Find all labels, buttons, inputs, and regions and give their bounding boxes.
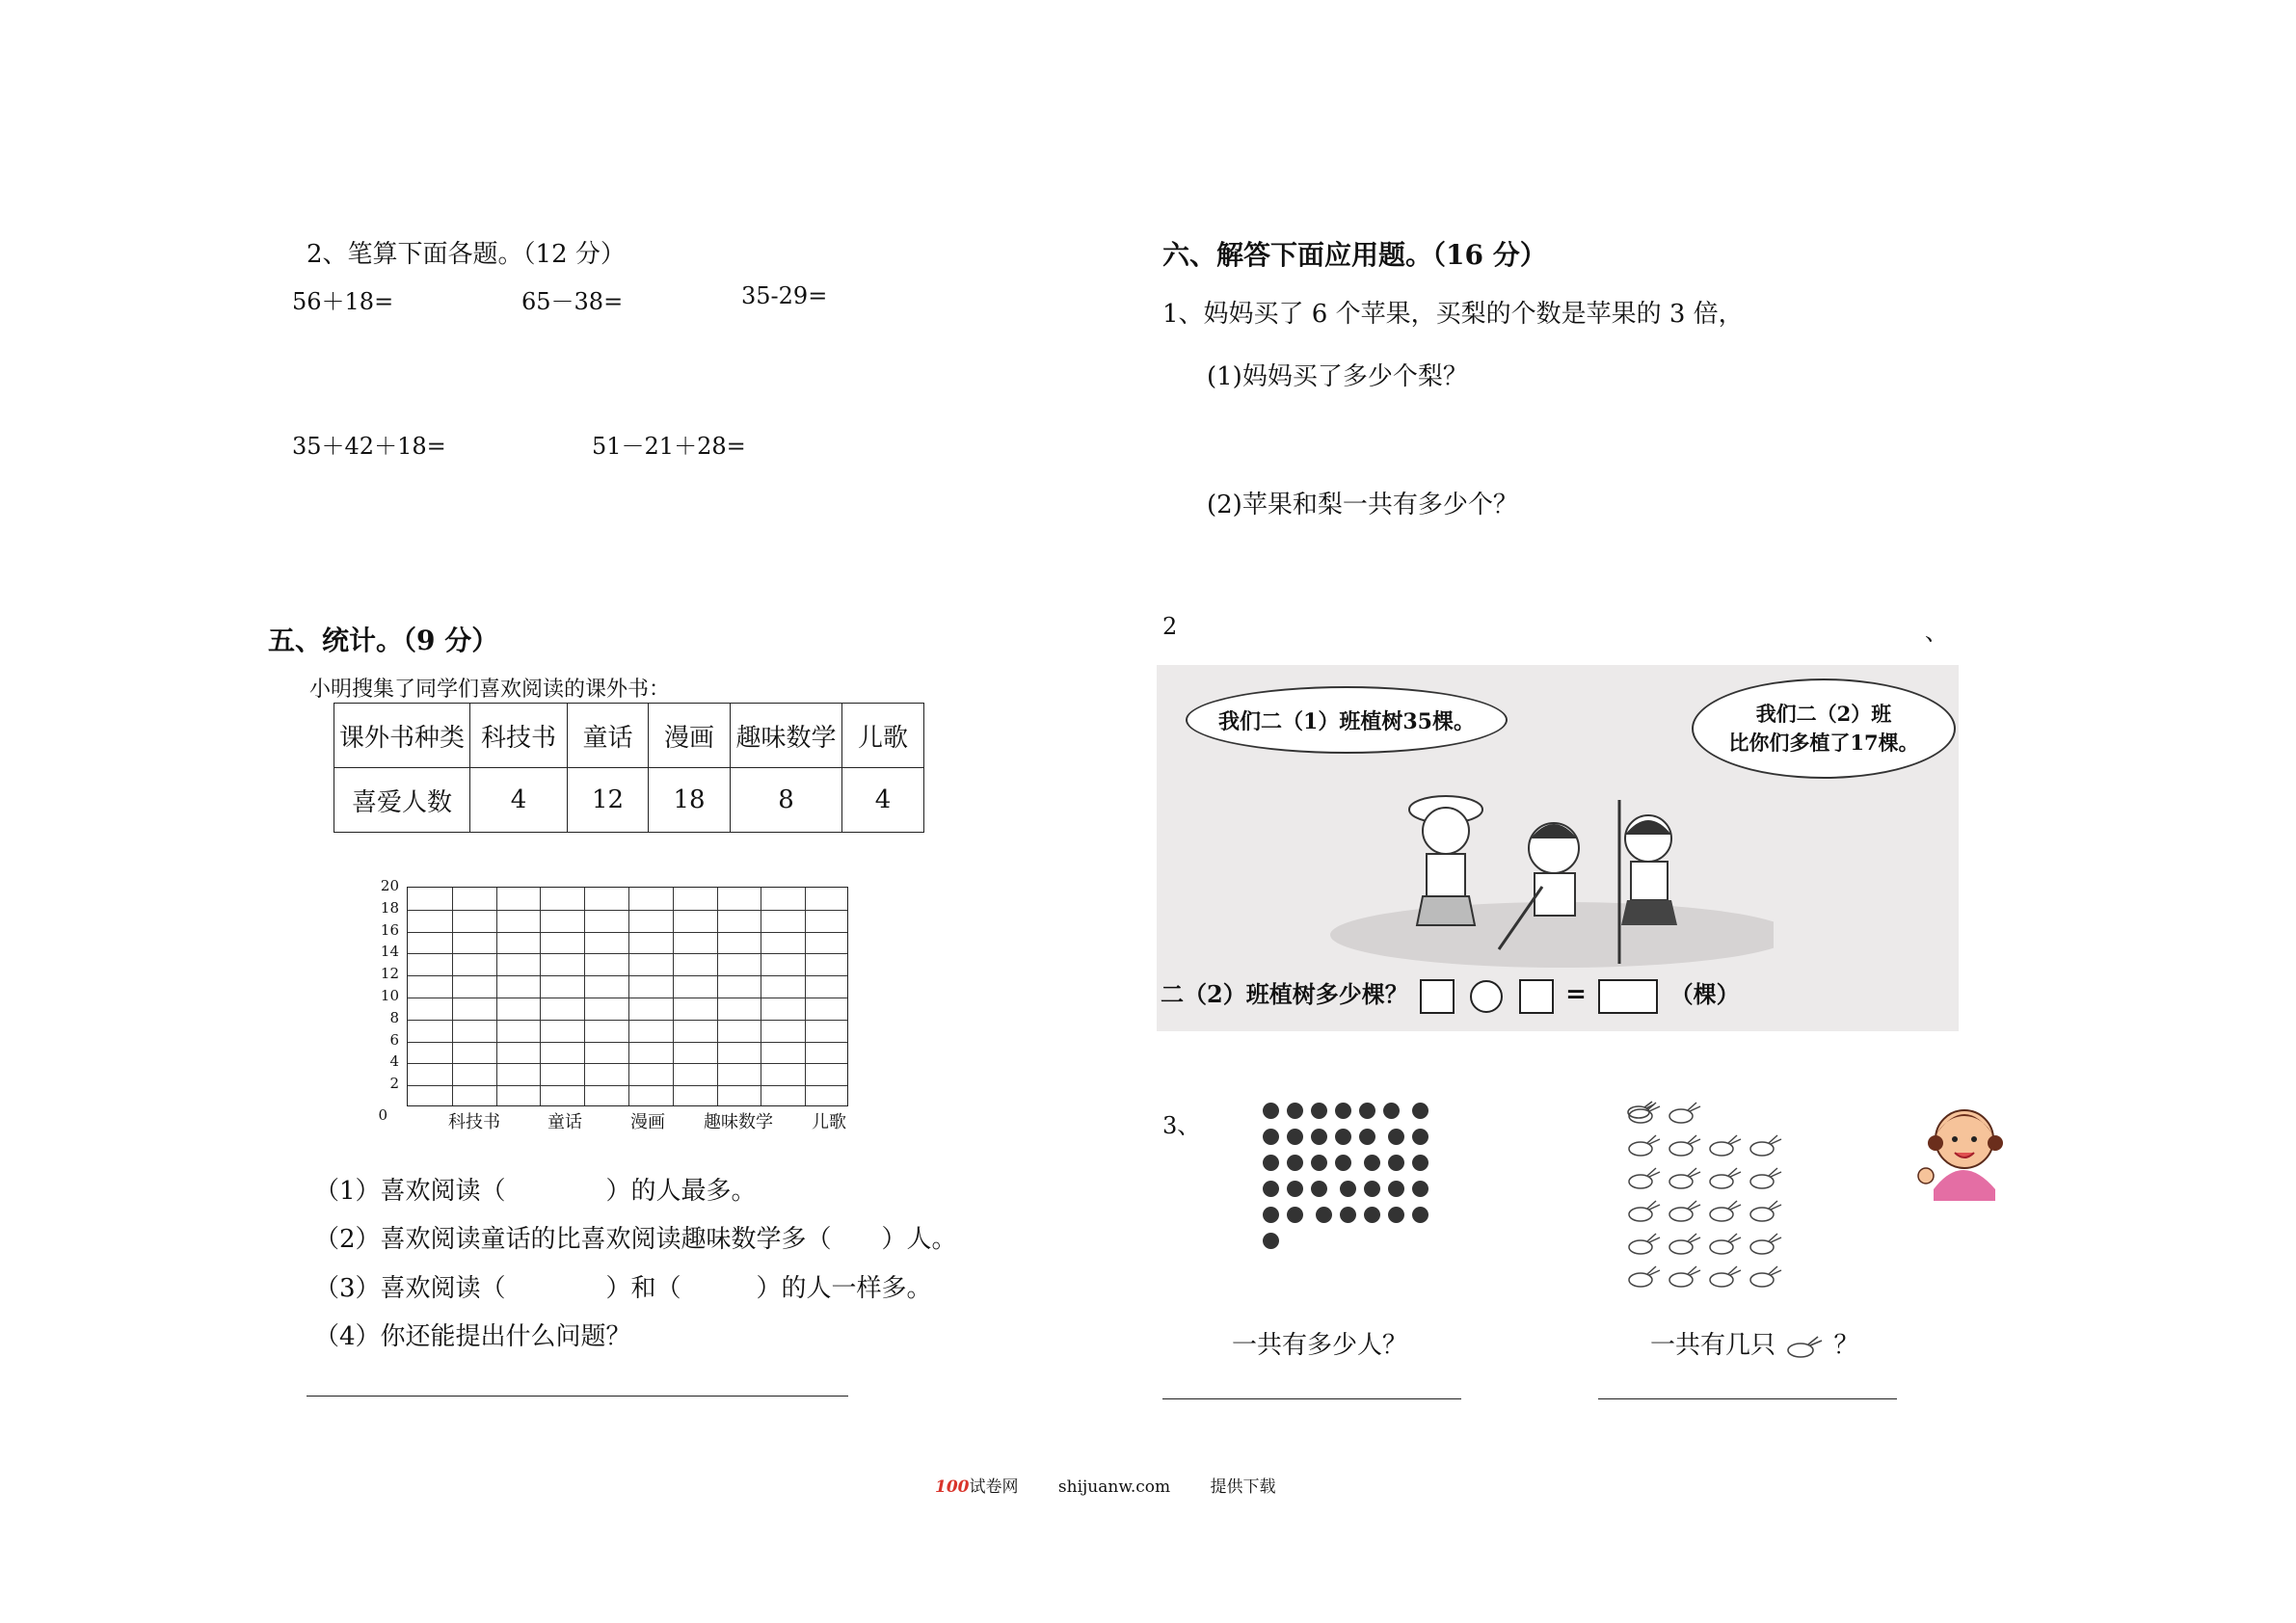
- problem-3-q1: 一共有多少人？: [1232, 1331, 1408, 1360]
- rabbit-icon: [1666, 1131, 1706, 1160]
- calc-2: 65－38=: [521, 288, 624, 315]
- grid-y-tick: 16: [380, 920, 399, 939]
- rabbit-icon: [1747, 1230, 1787, 1259]
- grid-y-tick: 8: [389, 1008, 399, 1026]
- rabbit-icon: [1666, 1263, 1706, 1291]
- rabbit-icon: [1706, 1230, 1747, 1259]
- girl-pointing-icon: [1914, 1093, 2011, 1201]
- grid-y-tick: 2: [389, 1075, 399, 1093]
- blank-chart-grid: [407, 887, 848, 1106]
- grid-vline: [628, 888, 629, 1105]
- table-cell: 8: [731, 768, 842, 833]
- grid-vline: [540, 888, 541, 1105]
- grid-hline: [408, 910, 847, 911]
- problem-3-q2-end: ？: [1833, 1331, 1859, 1360]
- calc-4: 35＋42＋18=: [292, 433, 446, 460]
- grid-vline: [717, 888, 718, 1105]
- equals-sign: =: [1565, 980, 1587, 1009]
- footer-site[interactable]: shijuanw.com: [1057, 1477, 1171, 1497]
- rabbit-icon: [1666, 1230, 1706, 1259]
- section5-title: 五、统计。（9 分）: [268, 625, 499, 656]
- rabbit-icon: [1747, 1197, 1787, 1226]
- calc-5: 51－21＋28=: [592, 433, 746, 460]
- grid-x-label: 漫画: [630, 1112, 665, 1132]
- problem-3-q2-text: 一共有几只: [1650, 1331, 1776, 1360]
- rabbit-icon: [1747, 1131, 1787, 1160]
- table-cell: 课外书种类: [334, 704, 470, 768]
- bubble-right-line2: 比你们多植了17棵。: [1728, 731, 1919, 755]
- grid-hline: [408, 1042, 847, 1043]
- rabbit-icon: [1706, 1263, 1747, 1291]
- bubble-right-line1: 我们二（2）班: [1755, 702, 1892, 726]
- grid-hline: [408, 1063, 847, 1064]
- rabbit-icon: [1625, 1197, 1666, 1226]
- illus-question: 二（2）班植树多少棵？: [1161, 980, 1408, 1008]
- footer: [935, 1473, 1276, 1497]
- problem-2-number: 2: [1162, 613, 1178, 640]
- rabbit-icon: [1747, 1263, 1787, 1291]
- grid-y-tick: 10: [380, 987, 399, 1004]
- grid-y-tick: 20: [380, 877, 399, 894]
- calc-3: 35-29=: [741, 282, 828, 309]
- question-2: （2）喜欢阅读童话的比喜欢阅读趣味数学多（ ）人。: [314, 1225, 957, 1254]
- table-cell: 儿歌: [842, 704, 924, 768]
- grid-vline: [584, 888, 585, 1105]
- grid-hline: [408, 1085, 847, 1086]
- result-box[interactable]: [1598, 979, 1658, 1014]
- grid-x-label: 趣味数学: [704, 1112, 773, 1132]
- grid-x-label: 童话: [547, 1112, 582, 1132]
- grid-vline: [452, 888, 453, 1105]
- footer-logo: 100: [935, 1477, 970, 1497]
- rabbit-icon: [1666, 1099, 1706, 1128]
- grid-y-tick: 0: [378, 1106, 387, 1124]
- footer-tail: 提供下载: [1210, 1477, 1276, 1497]
- table-row: [334, 704, 924, 768]
- section6-title: 六、解答下面应用题。（16 分）: [1162, 239, 1547, 271]
- tree-planting-illustration: [1157, 665, 1959, 1031]
- question-3: （3）喜欢阅读（ ）和（ ）的人一样多。: [314, 1274, 932, 1303]
- grid-y-tick: 4: [389, 1052, 399, 1071]
- table-cell: 科技书: [470, 704, 568, 768]
- footer-site-cn: 试卷网: [969, 1477, 1019, 1497]
- problem-2-mark: 、: [1925, 619, 1948, 646]
- rabbit-icon: [1625, 1099, 1666, 1128]
- table-cell: 18: [649, 768, 731, 833]
- rabbit-icon: [1706, 1197, 1747, 1226]
- rabbit-icon: [1706, 1164, 1747, 1193]
- children-planting-icon: [1330, 742, 1774, 973]
- grid-y-tick: 14: [380, 943, 399, 961]
- grid-hline: [408, 953, 847, 954]
- problem-1: 1、妈妈买了 6 个苹果，买梨的个数是苹果的 3 倍，: [1162, 300, 1744, 329]
- illus-equation-row: [1161, 975, 1740, 1014]
- rabbit-rows: [1625, 1099, 1799, 1301]
- problem-1-q1: (1)妈妈买了多少个梨？: [1207, 362, 1468, 391]
- answer-box[interactable]: [1519, 979, 1554, 1014]
- rabbit-icon: [1625, 1230, 1666, 1259]
- question-4: （4）你还能提出什么问题？: [314, 1322, 631, 1351]
- table-cell: 童话: [568, 704, 649, 768]
- q2-title: 2、笔算下面各题。（12 分）: [307, 240, 626, 269]
- problem-1-q2: (2)苹果和梨一共有多少个？: [1207, 491, 1518, 519]
- stat-table: [334, 703, 924, 833]
- stat-intro: 小明搜集了同学们喜欢阅读的课外书：: [309, 678, 671, 702]
- grid-vline: [496, 888, 497, 1105]
- problem-3-number: 3、: [1162, 1112, 1201, 1139]
- calc-1: 56＋18=: [292, 288, 394, 315]
- rabbit-icon: [1625, 1164, 1666, 1193]
- question-1: （1）喜欢阅读（ ）的人最多。: [314, 1177, 757, 1206]
- answer-box[interactable]: [1420, 979, 1455, 1014]
- grid-hline: [408, 1020, 847, 1021]
- grid-y-tick: 6: [389, 1030, 399, 1049]
- table-cell: 喜爱人数: [334, 768, 470, 833]
- answer-line-p3-2[interactable]: [1598, 1398, 1897, 1399]
- grid-hline: [408, 975, 847, 976]
- table-cell: 漫画: [649, 704, 731, 768]
- grid-vline: [805, 888, 806, 1105]
- rabbit-icon: [1625, 1263, 1666, 1291]
- grid-y-tick: 12: [380, 965, 399, 983]
- grid-y-tick: 18: [380, 898, 399, 917]
- operator-circle[interactable]: [1470, 980, 1503, 1013]
- rabbit-icon: [1625, 1131, 1666, 1160]
- grid-x-label: 科技书: [448, 1112, 500, 1132]
- table-cell: 4: [842, 768, 924, 833]
- problem-3-q2: [1650, 1325, 1859, 1361]
- children-group-icon: [1259, 1101, 1452, 1257]
- rabbit-icon: [1666, 1164, 1706, 1193]
- table-cell: 趣味数学: [731, 704, 842, 768]
- grid-vline: [673, 888, 674, 1105]
- grid-x-label: 儿歌: [812, 1112, 846, 1132]
- table-cell: 4: [470, 768, 568, 833]
- grid-hline: [408, 932, 847, 933]
- bubble-left-text: 我们二（1）班植树35棵。: [1218, 708, 1475, 734]
- answer-line-q4[interactable]: [307, 1396, 848, 1397]
- rabbit-icon: [1706, 1131, 1747, 1160]
- table-row: [334, 768, 924, 833]
- table-cell: 12: [568, 768, 649, 833]
- rabbit-icon: [1666, 1197, 1706, 1226]
- rabbit-icon: [1747, 1164, 1787, 1193]
- rabbit-icon: [1783, 1333, 1826, 1360]
- illus-unit: （棵）: [1669, 980, 1740, 1008]
- answer-line-p3-1[interactable]: [1162, 1398, 1461, 1399]
